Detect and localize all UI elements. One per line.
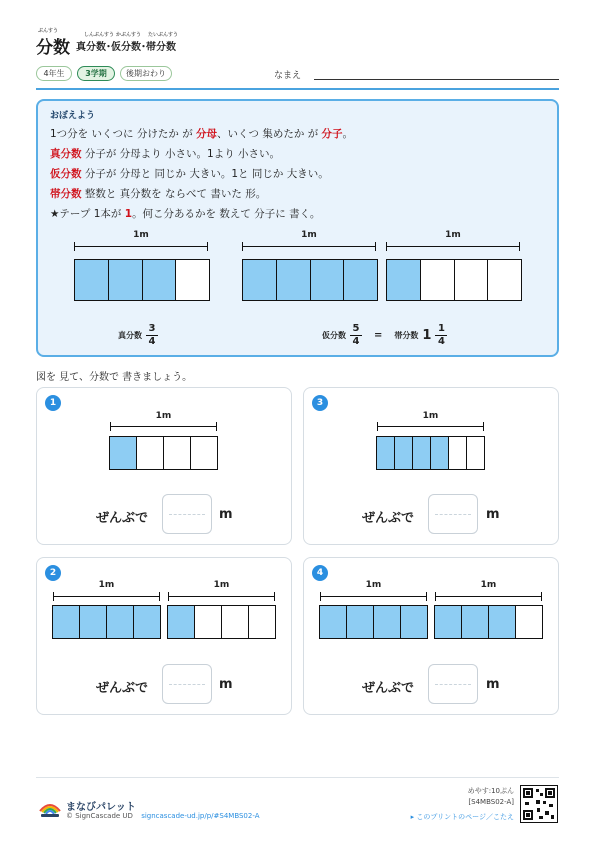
instruction-text: 図を 見て、分数で 書きましょう。 [36,372,193,383]
answer-box-4[interactable] [428,664,478,704]
time-estimate: めやす:10ぷん [467,787,514,795]
numerator: 3 [148,323,156,334]
memo-line-5 [50,206,320,221]
proper-fraction-example [118,324,158,347]
subtitle-ruby-1: しんぶんすう [84,32,115,38]
tape-improper-2 [386,259,522,301]
copyright-text: © SignCascade UD [66,812,133,820]
answer-page-link[interactable]: ▸ このプリントのページ／こたえ [410,813,514,821]
memo-text: 。 [342,128,354,140]
keyword-improper: 仮分数 [50,168,82,180]
unit-label: 1m [365,580,382,590]
page-title [36,28,70,58]
memo-text: 。何こ分あるかを 数えて 分子に 書く。 [132,208,321,220]
answer-box-2[interactable] [162,664,212,704]
answer-box-1[interactable] [162,494,212,534]
measure-line [386,242,520,252]
subtitle-ruby-2: かぶんすう [116,32,142,38]
keyword-one: 1 [124,208,133,220]
denominator: 4 [352,336,360,347]
subtitle-text: 真分数･仮分数･帯分数 [76,42,176,53]
unit-label: 1m [98,580,115,590]
keyword-bunbo: 分母 [196,128,218,140]
palette-logo-icon [38,797,62,819]
memo-text: 1つ分を いくつに 分けたか が [50,128,197,140]
measure-line [110,422,217,432]
measure-line [435,592,542,602]
mixed-whole: 1 [422,328,432,343]
tape-q4-b [434,605,543,639]
fraction [350,324,362,347]
unit-label: 1m [422,411,439,421]
tape-q2-a [52,605,161,639]
grade-badge: 4年生 [36,66,72,81]
question-number-4: 4 [312,565,328,581]
measure-line [74,242,208,252]
keyword-proper: 真分数 [50,148,82,160]
memo-text: 、いくつ 集めたか が [217,128,322,140]
memo-text: 分子が 分母より 小さい。1より 小さい。 [81,148,281,160]
page-subtitle [76,32,179,53]
memo-title: おぼえよう [50,111,96,121]
print-code: [S4MBS02-A] [468,798,514,806]
unit-label: 1m [301,230,317,240]
tape-q1 [109,436,218,470]
name-label: なまえ [274,71,302,81]
answer-label: ぜんぶで [96,511,149,526]
measure-line [377,422,484,432]
memo-line-1 [50,126,353,141]
tape-improper-1 [242,259,378,301]
brand-name: まなびパレット [66,802,136,813]
tape-q4-a [319,605,428,639]
keyword-mixed: 帯分数 [50,188,82,200]
footer-divider [36,777,559,778]
measure-line [53,592,160,602]
answer-label: ぜんぶで [362,681,415,696]
memo-line-3 [50,166,329,181]
answer-label: ぜんぶで [362,511,415,526]
keyword-bunshi: 分子 [321,128,343,140]
answer-box-3[interactable] [428,494,478,534]
measure-line [242,242,376,252]
denominator: 4 [148,336,156,347]
memo-text: 整数と 真分数を ならべて 書いた 形。 [81,188,267,200]
unit-label: 1m [213,580,230,590]
answer-unit: m [219,677,233,692]
answer-unit: m [219,507,233,522]
title-text: 分数 [36,38,70,58]
qr-code-icon[interactable] [520,785,558,823]
improper-fraction-example [322,324,447,347]
numerator: 1 [437,323,445,334]
unit-label: 1m [480,580,497,590]
memo-line-4 [50,186,266,201]
term-badge: 3学期 [77,66,115,81]
header-divider [36,88,559,90]
unit-label: 1m [445,230,461,240]
improper-label: 仮分数 [322,331,346,340]
measure-line [168,592,275,602]
measure-line [320,592,427,602]
title-ruby: ぶんすう [38,28,59,34]
fraction [146,324,158,347]
copyright [66,812,260,820]
answer-unit: m [486,677,500,692]
denominator: 4 [437,336,445,347]
unit-label: 1m [133,230,149,240]
answer-label: ぜんぶで [96,681,149,696]
answer-unit: m [486,507,500,522]
memo-line-2 [50,146,280,161]
tape-q3 [376,436,485,470]
name-line[interactable] [314,79,559,80]
equals-sign: = [374,330,383,341]
memo-text: 分子が 分母と 同じか 大きい。1と 同じか 大きい。 [81,168,329,180]
memo-text: ★テープ 1本が [50,208,125,220]
tape-q2-b [167,605,276,639]
tape-proper [74,259,210,301]
period-badge: 後期おわり [120,66,172,81]
mixed-label: 帯分数 [394,331,419,340]
question-number-1: 1 [45,395,61,411]
question-number-2: 2 [45,565,61,581]
subtitle-ruby-3: たいぶんすう [148,32,179,38]
proper-label: 真分数 [118,331,142,340]
footer-url[interactable]: signcascade-ud.jp/p/#S4MBS02-A [141,812,260,820]
numerator: 5 [352,323,360,334]
unit-label: 1m [155,411,172,421]
fraction [435,324,447,347]
question-number-3: 3 [312,395,328,411]
